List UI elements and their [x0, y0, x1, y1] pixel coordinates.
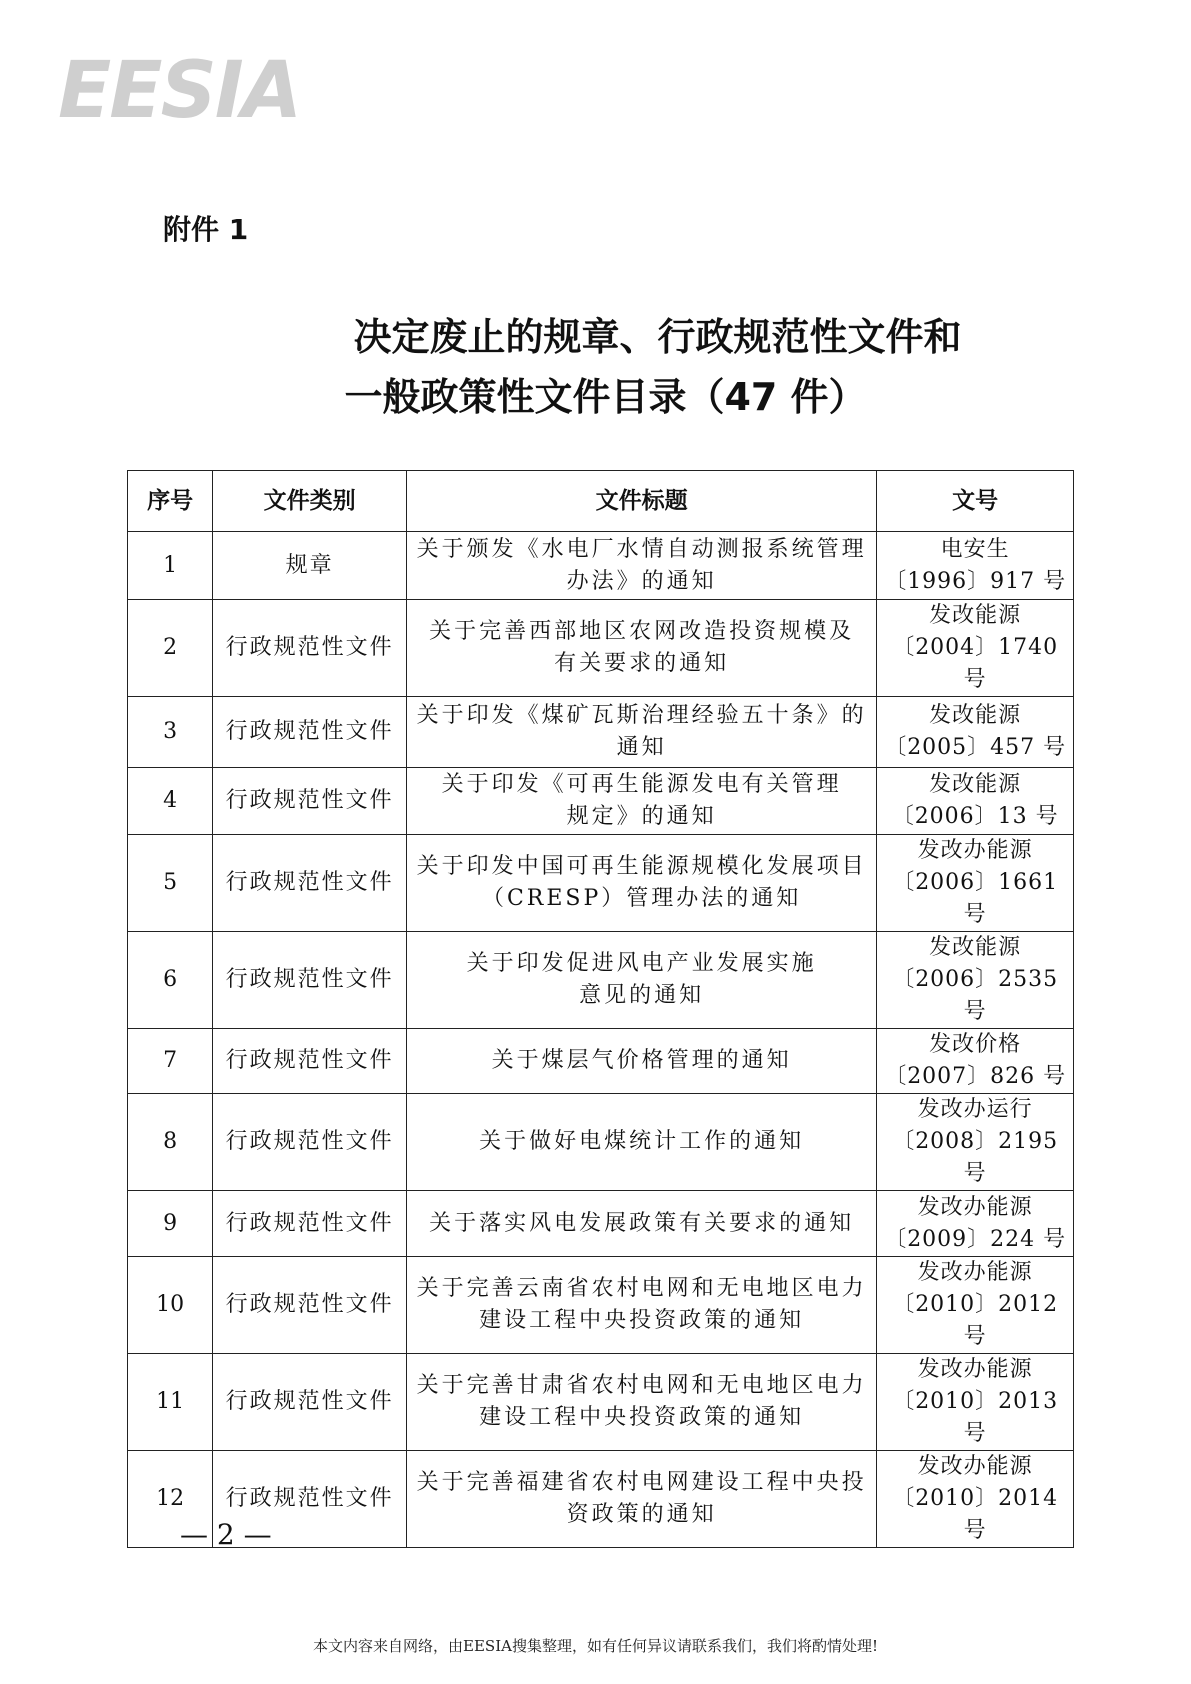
- table-row: [128, 1257, 1074, 1354]
- row-title: [406, 835, 876, 932]
- row-number: 3: [128, 697, 213, 768]
- row-doc-serial: 〔2008〕2195 号: [892, 1129, 1059, 1186]
- row-doc-issuer: 发改办能源: [917, 1454, 1033, 1479]
- row-doc-number: [877, 1029, 1074, 1094]
- row-doc-issuer: 发改办能源: [917, 1357, 1033, 1382]
- row-doc-issuer: 发改能源: [929, 603, 1022, 628]
- row-title-line2: 办法》的通知: [566, 568, 717, 594]
- logo: EESIA: [58, 46, 301, 136]
- table-row: [128, 1029, 1074, 1094]
- row-category: 行政规范性文件: [213, 1029, 407, 1094]
- row-title-line2: 建设工程中央投资政策的通知: [479, 1308, 805, 1333]
- row-number: 5: [128, 835, 213, 932]
- row-title: [406, 697, 876, 768]
- document-title-line2: 一般政策性文件目录（47 件）: [344, 375, 867, 419]
- row-doc-number: [877, 1191, 1074, 1257]
- row-title: [406, 532, 876, 600]
- row-title-line1: 关于完善甘肃省农村电网和无电地区电力: [416, 1373, 867, 1398]
- row-doc-serial: 〔2007〕826 号: [884, 1064, 1067, 1089]
- row-category: 行政规范性文件: [213, 835, 407, 932]
- row-doc-issuer: 发改办运行: [917, 1097, 1033, 1122]
- row-doc-serial: 〔2010〕2012 号: [892, 1292, 1059, 1349]
- row-title-line2: 有关要求的通知: [554, 651, 730, 676]
- document-table: [127, 470, 1074, 1548]
- attachment-label: 附件 1: [163, 213, 249, 246]
- row-doc-number: [877, 1451, 1074, 1548]
- row-number: 8: [128, 1094, 213, 1191]
- row-title-line2: 资政策的通知: [566, 1502, 717, 1527]
- table-row: [128, 768, 1074, 835]
- row-title-line2: 意见的通知: [579, 983, 705, 1008]
- row-category: 行政规范性文件: [213, 768, 407, 835]
- row-title-line1: 关于印发促进风电产业发展实施: [466, 951, 817, 976]
- row-category: 行政规范性文件: [213, 600, 407, 697]
- row-category: 行政规范性文件: [213, 932, 407, 1029]
- footer-disclaimer: 本文内容来自网络，由EESIA搜集整理，如有任何异议请联系我们，我们将酌情处理!: [313, 1637, 878, 1655]
- row-title-line2: 规定》的通知: [566, 804, 717, 829]
- row-doc-number: [877, 532, 1074, 600]
- row-doc-serial: 〔2005〕457 号: [884, 735, 1067, 760]
- row-title-line1: 关于颁发《水电厂水情自动测报系统管理: [416, 536, 867, 562]
- row-category: 行政规范性文件: [213, 1257, 407, 1354]
- row-category: 行政规范性文件: [213, 1094, 407, 1191]
- table-row: [128, 1094, 1074, 1191]
- row-title-line1: 关于煤层气价格管理的通知: [491, 1048, 792, 1073]
- row-category: 行政规范性文件: [213, 1191, 407, 1257]
- row-category: 行政规范性文件: [213, 1451, 407, 1548]
- row-title: [406, 1354, 876, 1451]
- row-doc-number: [877, 932, 1074, 1029]
- table-row: [128, 932, 1074, 1029]
- row-doc-number: [877, 1354, 1074, 1451]
- page-number: — 2 —: [180, 1518, 272, 1551]
- row-title-line1: 关于印发中国可再生能源规模化发展项目: [416, 854, 867, 879]
- row-title: [406, 1029, 876, 1094]
- row-title-line2: （CRESP）管理办法的通知: [481, 886, 802, 911]
- table-row: [128, 1354, 1074, 1451]
- row-doc-issuer: 发改办能源: [917, 1260, 1033, 1285]
- row-number: 9: [128, 1191, 213, 1257]
- row-doc-issuer: 发改办能源: [917, 838, 1033, 863]
- row-number: 2: [128, 600, 213, 697]
- header-title: 文件标题: [406, 471, 876, 532]
- header-category: 文件类别: [213, 471, 407, 532]
- row-number: 1: [128, 532, 213, 600]
- row-number: 10: [128, 1257, 213, 1354]
- header-number: 序号: [128, 471, 213, 532]
- row-doc-serial: 〔2010〕2014 号: [892, 1486, 1059, 1543]
- row-doc-issuer: 电安生: [940, 536, 1010, 562]
- row-doc-issuer: 发改办能源: [917, 1194, 1033, 1220]
- row-title: [406, 1191, 876, 1257]
- row-title-line2: 通知: [616, 735, 667, 760]
- row-title-line1: 关于完善福建省农村电网建设工程中央投: [416, 1470, 867, 1495]
- row-doc-serial: 〔2006〕2535 号: [892, 967, 1059, 1024]
- row-title-line1: 关于做好电煤统计工作的通知: [479, 1129, 805, 1154]
- row-doc-issuer: 发改能源: [929, 772, 1022, 797]
- row-doc-serial: 〔1996〕917 号: [884, 568, 1067, 594]
- table-row: [128, 697, 1074, 768]
- table-row: [128, 835, 1074, 932]
- row-doc-number: [877, 697, 1074, 768]
- row-doc-serial: 〔2004〕1740 号: [892, 635, 1059, 692]
- row-doc-serial: 〔2006〕13 号: [891, 804, 1059, 829]
- row-title-line1: 关于落实风电发展政策有关要求的通知: [429, 1210, 855, 1236]
- row-number: 4: [128, 768, 213, 835]
- row-title: [406, 1451, 876, 1548]
- row-doc-number: [877, 835, 1074, 932]
- row-category: 行政规范性文件: [213, 1354, 407, 1451]
- row-doc-serial: 〔2006〕1661 号: [892, 870, 1059, 927]
- row-doc-issuer: 发改能源: [929, 703, 1022, 728]
- row-doc-number: [877, 1094, 1074, 1191]
- row-category: 行政规范性文件: [213, 697, 407, 768]
- row-doc-number: [877, 600, 1074, 697]
- row-title: [406, 1094, 876, 1191]
- table-row: [128, 1191, 1074, 1257]
- row-doc-serial: 〔2009〕224 号: [884, 1226, 1067, 1252]
- row-number: 7: [128, 1029, 213, 1094]
- row-number: 6: [128, 932, 213, 1029]
- row-title-line1: 关于印发《煤矿瓦斯治理经验五十条》的: [416, 703, 867, 728]
- table-row: [128, 532, 1074, 600]
- row-doc-number: [877, 768, 1074, 835]
- row-doc-issuer: 发改价格: [929, 1032, 1022, 1057]
- row-number: 12: [128, 1451, 213, 1548]
- row-title: [406, 768, 876, 835]
- row-doc-serial: 〔2010〕2013 号: [892, 1389, 1059, 1446]
- row-title: [406, 932, 876, 1029]
- table-row: [128, 600, 1074, 697]
- row-title: [406, 600, 876, 697]
- row-title-line1: 关于印发《可再生能源发电有关管理: [441, 772, 842, 797]
- row-doc-number: [877, 1257, 1074, 1354]
- row-number: 11: [128, 1354, 213, 1451]
- row-title-line1: 关于完善云南省农村电网和无电地区电力: [416, 1276, 867, 1301]
- row-title-line1: 关于完善西部地区农网改造投资规模及: [429, 619, 855, 644]
- row-doc-issuer: 发改能源: [929, 935, 1022, 960]
- document-title-line1: 决定废止的规章、行政规范性文件和: [353, 315, 962, 359]
- row-title: [406, 1257, 876, 1354]
- table-header-row: [128, 471, 1074, 532]
- header-doc-number: 文号: [877, 471, 1074, 532]
- row-category: 规章: [213, 532, 407, 600]
- row-title-line2: 建设工程中央投资政策的通知: [479, 1405, 805, 1430]
